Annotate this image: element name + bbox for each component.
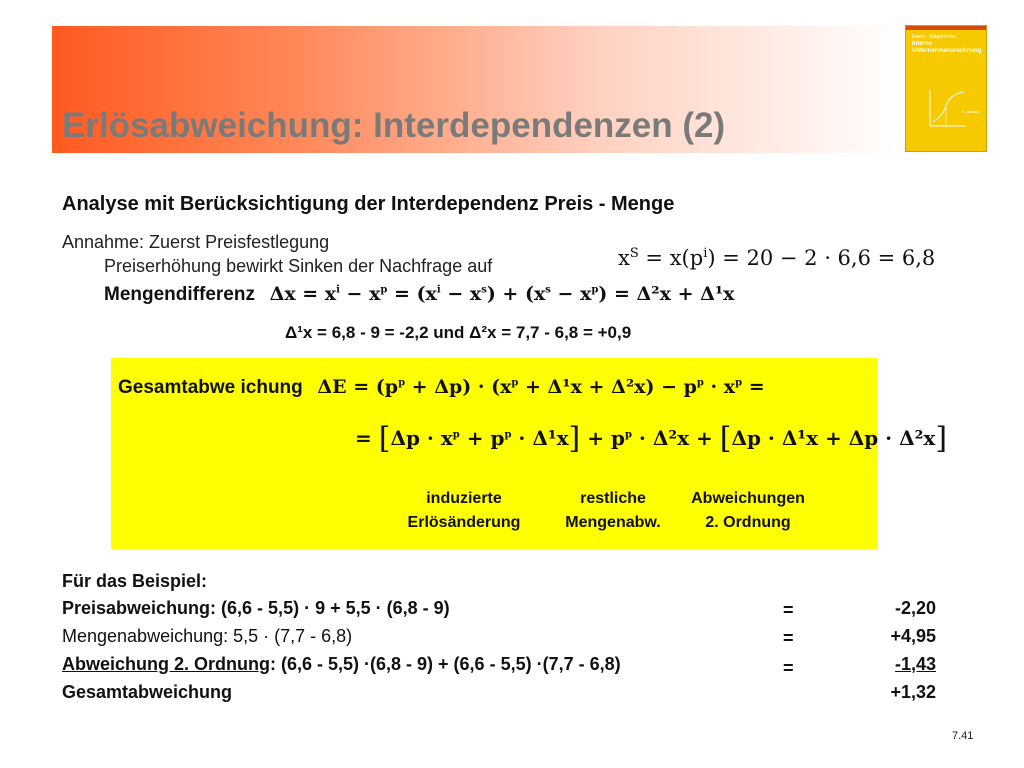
assumption-line: Annahme: Zuerst Preisfestlegung [62, 232, 330, 252]
component-second-line1: Abweichungen [691, 490, 805, 507]
xs-rhs: ) = 20 − 2 · 6,6 = 6,8 [707, 246, 936, 270]
subheading: Analyse mit Berücksichtigung der Interdependenz Preis - Menge [62, 193, 675, 215]
component-induced-line2: Erlösänderung [407, 514, 521, 531]
second-order-deviation-calc: : (6,6 - 5,5) ·(6,8 - 9) + (6,6 - 5,5) ·(7,7 - 6,8) [270, 654, 621, 674]
total-deviation-formula-line1 [118, 376, 765, 399]
book-authors: Ewert · Wagenhofer [912, 34, 957, 40]
total-deviation-value: +1,32 [890, 682, 936, 702]
price-deviation-value: -2,20 [894, 598, 936, 618]
book-edition: 5. Auflage [962, 109, 980, 114]
book-cover-image [905, 25, 987, 152]
slide-title: Erlösabweichung: Interdependenzen (2) [62, 106, 726, 145]
price-deviation-label: Preisabweichung: (6,6 - 5,5) · 9 + 5,5 · (6,8 - 9) [62, 598, 450, 618]
quantity-deviation-value: +4,95 [890, 626, 936, 646]
xs-formula [618, 246, 935, 270]
component-second-order [668, 487, 828, 535]
total-deviation-formula-line2: = $[\Delta p \cdot x^p + p^p \cdot \Delta^1x] + p^p \cdot \Delta^2x + [\Delta p \cdot \Delta^1x + \Delta p \cdot \Delta^2x]$ [355, 421, 948, 456]
second-order-deviation-label [62, 654, 621, 675]
total-deviation-label-example: Gesamtabweichung [62, 682, 233, 702]
book-chart-icon [928, 88, 968, 128]
quantity-diff-label: Mengendifferenz [104, 284, 255, 305]
book-title: Interne Unternehmensrechnung [912, 41, 982, 54]
quantity-deviation-label: Mengenabweichung: 5,5 · (7,7 - 6,8) [62, 626, 353, 646]
page-number: 7.41 [952, 730, 974, 742]
xs-lhs-sup: S [629, 246, 639, 261]
total-deviation-label: Gesamtabwe ichung [118, 377, 303, 398]
delta-values: Δ¹x = 6,8 - 9 = -2,2 und Δ²x = 7,7 - 6,8 = +0,9 [285, 323, 632, 342]
component-induced-revenue [389, 487, 539, 535]
xs-mid: = x(p [638, 246, 704, 270]
quantity-diff-formula [104, 283, 735, 306]
total-deviation-expression: $\Delta E = (p^p + \Delta p) \cdot (x^p + \Delta^1x + \Delta^2x) - p^p \cdot x^p$ = [317, 376, 765, 398]
component-induced-line1: induzierte [426, 490, 502, 507]
component-rest-line1: restliche [580, 490, 646, 507]
component-second-line2: 2. Ordnung [705, 514, 791, 531]
second-order-deviation-term: Abweichung 2. Ordnung [62, 654, 270, 674]
component-rest-line2: Mengenabw. [565, 514, 661, 531]
example-title: Für das Beispiel: [62, 571, 208, 591]
quantity-deviation-equals: = [783, 628, 794, 648]
effect-line: Preiserhöhung bewirkt Sinken der Nachfrage auf [104, 256, 493, 276]
quantity-diff-expression: $\Delta x = x^i - x^p = (x^i - x^s) + (x^s - x^p) = \Delta^2x + \Delta^1x$ [269, 283, 735, 305]
xs-lhs: x [618, 246, 630, 270]
component-residual-quantity [548, 487, 678, 535]
second-order-deviation-value: -1,43 [894, 654, 936, 674]
price-deviation-equals: = [783, 600, 794, 620]
xs-mid-sup: i [703, 246, 708, 261]
book-cover-strip [906, 26, 986, 30]
second-order-deviation-equals: = [783, 658, 794, 678]
